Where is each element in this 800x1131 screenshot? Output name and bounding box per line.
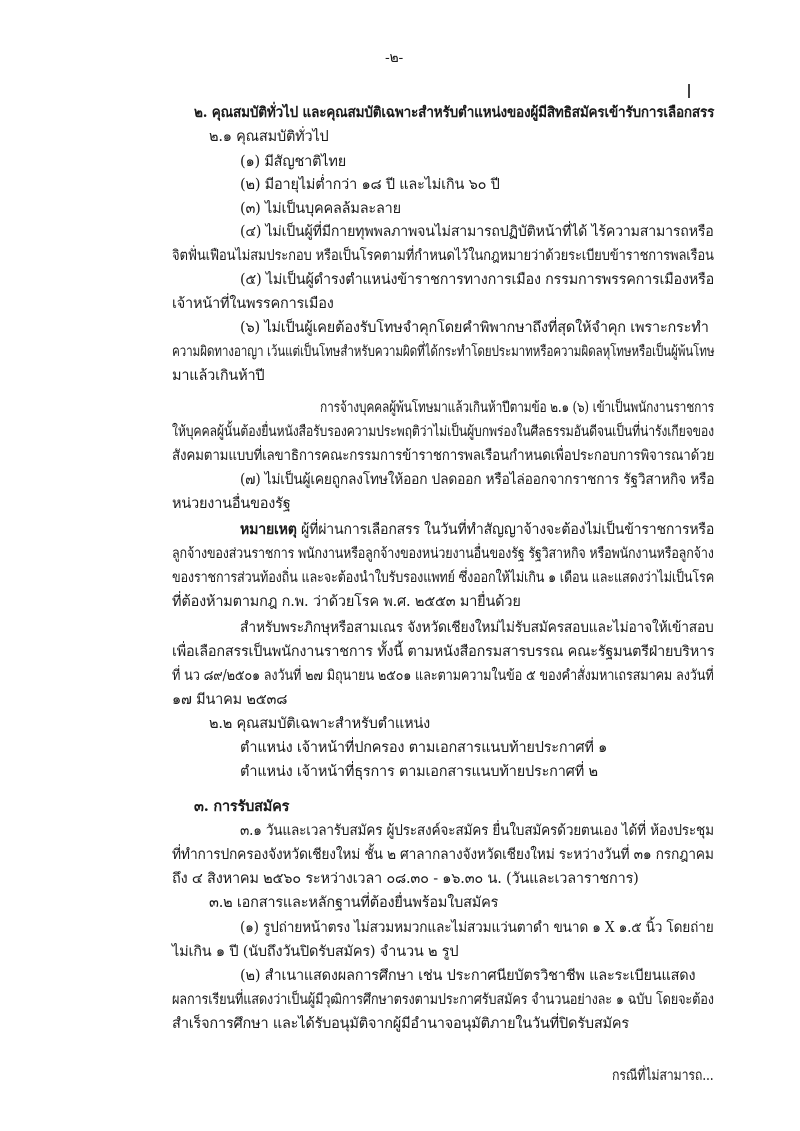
- document-item-cont: สำเร็จการศึกษา และได้รับอนุมัติจากผู้มีอำนาจอนุมัติภายในวันที่ปิดรับสมัคร: [172, 1016, 629, 1032]
- position-item: ตำแหน่ง เจ้าหน้าที่ธุรการ ตามเอกสารแนบท้ายประกาศที่ ๒: [240, 764, 598, 780]
- section-3-heading: ๓. การรับสมัคร: [194, 798, 290, 815]
- note-line: ของราชการส่วนท้องถิ่น และจะต้องนำใบรับรองแพทย์ ซึ่งออกให้ไม่เกิน ๑ เดือน และแสดงว่าไม่เป็นโรค: [172, 570, 715, 586]
- qualification-item-cont: จิตฟั่นเฟือนไม่สมประกอบ หรือเป็นโรคตามที่กำหนดไว้ในกฎหมายว่าด้วยระเบียบข้าราชการพลเรือน: [172, 248, 714, 264]
- subsection-2-1-title: ๒.๑ คุณสมบัติทั่วไป: [209, 129, 329, 145]
- qualification-paragraph-cont: สังคมตามแบบที่เลขาธิการคณะกรรมการข้าราชการพลเรือนกำหนดเพื่อประกอบการพิจารณาด้วย: [172, 448, 715, 464]
- document-item: (๒) สำเนาแสดงผลการศึกษา เช่น ประกาศนียบัตรวิชาชีพ และระเบียนแสดง: [240, 968, 696, 984]
- monk-paragraph-line: สำหรับพระภิกษุหรือสามเณร จังหวัดเชียงใหม่ไม่รับสมัครสอบและไม่อาจให้เข้าสอบ: [240, 620, 714, 636]
- scan-mark: [688, 84, 690, 98]
- qualification-item: (๕) ไม่เป็นผู้ดำรงตำแหน่งข้าราชการทางการเมือง กรรมการพรรคการเมืองหรือ: [240, 272, 715, 288]
- section-2-heading: ๒. คุณสมบัติทั่วไป และคุณสมบัติเฉพาะสำหรับตำแหน่งของผู้มีสิทธิสมัครเข้ารับการเลือกสรร: [194, 104, 715, 121]
- document-item-cont: ผลการเรียนที่แสดงว่าเป็นผู้มีวุฒิการศึกษาตรงตามประกาศรับสมัคร จำนวนอย่างละ ๑ ฉบับ โดยจะต้อง: [172, 992, 714, 1008]
- qualification-paragraph-cont: ให้บุคคลผู้นั้นต้องยื่นหนังสือรับรองความประพฤติว่าไม่เป็นผู้บกพร่องในศีลธรรมอันดีจนเป็นที่น่ารังเกียจของ: [172, 424, 714, 440]
- qualification-item-cont: ความผิดทางอาญา เว้นแต่เป็นโทษสำหรับความผิดที่ได้กระทำโดยประมาทหรือความผิดลหุโทษหรือเป็นผู้พ้นโทษ: [172, 344, 715, 360]
- note-text: ผู้ที่ผ่านการเลือกสรร ในวันที่ทำสัญญาจ้างจะต้องไม่เป็นข้าราชการหรือ: [301, 522, 715, 538]
- note-line: ลูกจ้างของส่วนราชการ พนักงานหรือลูกจ้างของหน่วยงานอื่นของรัฐ รัฐวิสาหกิจ หรือพนักงานหรือลูกจ้าง: [172, 546, 714, 562]
- position-item: ตำแหน่ง เจ้าหน้าที่ปกครอง ตามเอกสารแนบท้ายประกาศที่ ๑: [240, 740, 608, 756]
- monk-paragraph-line: เพื่อเลือกสรรเป็นพนักงานราชการ ทั้งนี้ ตามหนังสือกรมสารบรรณ คณะรัฐมนตรีฝ่ายบริหาร: [172, 644, 715, 660]
- note-label: หมายเหตุ: [240, 521, 297, 538]
- subsection-3-2-title: ๓.๒ เอกสารและหลักฐานที่ต้องยื่นพร้อมใบสมัคร: [209, 895, 499, 911]
- qualification-item: (๖) ไม่เป็นผู้เคยต้องรับโทษจำคุกโดยคำพิพากษาถึงที่สุดให้จำคุก เพราะกระทำ: [240, 320, 709, 336]
- subsection-2-2-title: ๒.๒ คุณสมบัติเฉพาะสำหรับตำแหน่ง: [209, 716, 431, 732]
- note-line: [240, 520, 714, 540]
- qualification-item: (๑) มีสัญชาติไทย: [240, 154, 347, 170]
- note-line: ที่ต้องห้ามตามกฎ ก.พ. ว่าด้วยโรค พ.ศ. ๒๕๕๓ มายื่นด้วย: [172, 594, 521, 610]
- qualification-paragraph: การจ้างบุคคลผู้พ้นโทษมาแล้วเกินห้าปีตามข้อ ๒.๑ (๖) เข้าเป็นพนักงานราชการ: [320, 400, 715, 416]
- application-period-line: ๓.๑ วันและเวลารับสมัคร ผู้ประสงค์จะสมัคร ยื่นใบสมัครด้วยตนเอง ได้ที่ ห้องประชุม: [240, 823, 714, 839]
- monk-paragraph-line: ๑๗ มีนาคม ๒๕๓๘: [172, 692, 288, 708]
- monk-paragraph-line: ที่ นว ๘๙/๒๕๐๑ ลงวันที่ ๒๗ มิถุนายน ๒๕๐๑ และตามความในข้อ ๕ ของคำสั่งมหาเถรสมาคม ลงวันที่: [172, 668, 714, 684]
- qualification-item-cont: หน่วยงานอื่นของรัฐ: [172, 496, 291, 512]
- qualification-item: (๒) มีอายุไม่ต่ำกว่า ๑๘ ปี และไม่เกิน ๖๐ ปี: [240, 177, 500, 193]
- continuation-text: กรณีที่ไม่สามารถ...: [612, 1068, 714, 1084]
- application-period-line: ที่ทำการปกครองจังหวัดเชียงใหม่ ชั้น ๒ ศาลากลางจังหวัดเชียงใหม่ ระหว่างวันที่ ๓๑ กรกฎาคม: [172, 847, 714, 863]
- document-item: (๑) รูปถ่ายหน้าตรง ไม่สวมหมวกและไม่สวมแว่นตาดำ ขนาด ๑ X ๑.๕ นิ้ว โดยถ่าย: [240, 920, 714, 936]
- page-number: -๒-: [385, 50, 404, 66]
- qualification-item: (๗) ไม่เป็นผู้เคยถูกลงโทษให้ออก ปลดออก หรือไล่ออกจากราชการ รัฐวิสาหกิจ หรือ: [240, 472, 715, 488]
- qualification-item: (๓) ไม่เป็นบุคคลล้มละลาย: [240, 201, 401, 217]
- qualification-item-cont: มาแล้วเกินห้าปี: [172, 368, 265, 384]
- document-item-cont: ไม่เกิน ๑ ปี (นับถึงวันปิดรับสมัคร) จำนวน ๒ รูป: [172, 944, 459, 960]
- application-period-line: ถึง ๔ สิงหาคม ๒๕๖๐ ระหว่างเวลา ๐๘.๓๐ - ๑๖.๓๐ น. (วันและเวลาราชการ): [172, 871, 639, 887]
- qualification-item: (๔) ไม่เป็นผู้ที่มีกายทุพพลภาพจนไม่สามารถปฏิบัติหน้าที่ได้ ไร้ความสามารถหรือ: [240, 224, 714, 240]
- qualification-item-cont: เจ้าหน้าที่ในพรรคการเมือง: [172, 296, 334, 312]
